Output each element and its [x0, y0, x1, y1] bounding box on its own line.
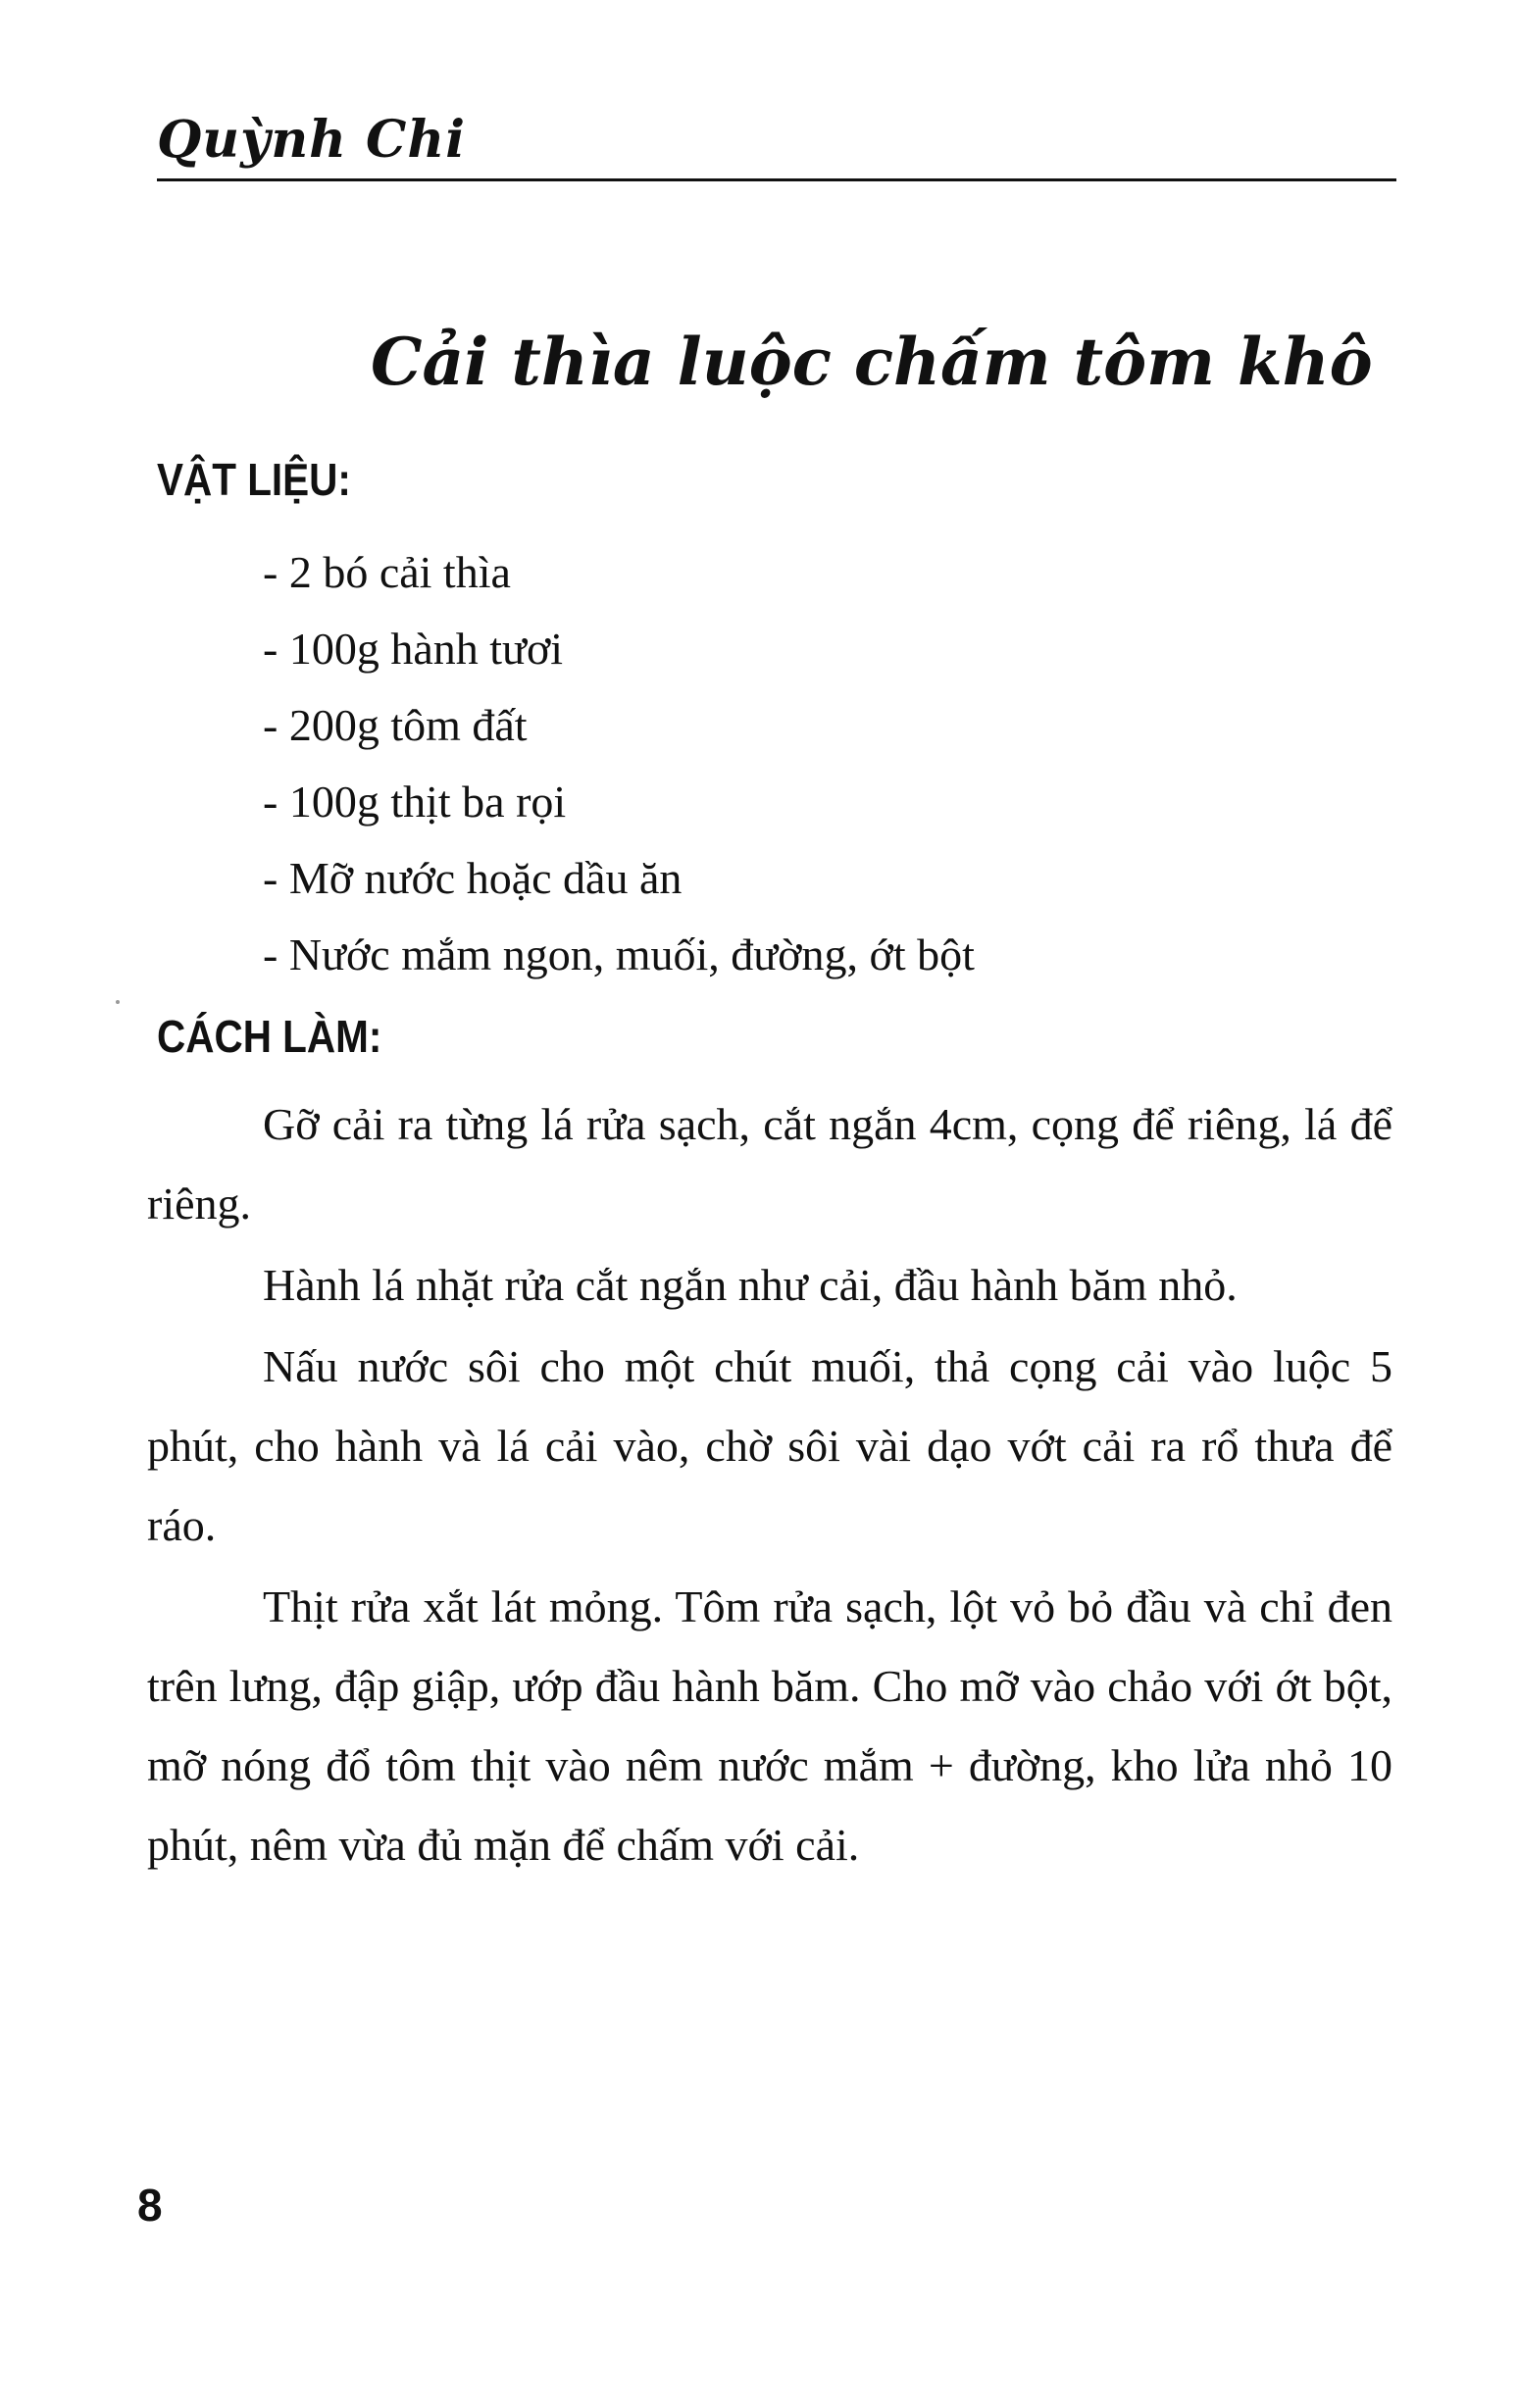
ingredient-item: - 100g hành tươi: [263, 624, 564, 674]
method-step: Nấu nước sôi cho một chút muối, thả cọng cải vào luộc 5 phút, cho hành và lá cải vào, chờ sôi vài dạo vớt cải ra rổ thưa để ráo.: [147, 1341, 1392, 1550]
recipe-title: Cải thìa luộc chấm tôm khô: [371, 324, 1373, 400]
materials-heading: VẬT LIỆU:: [157, 454, 351, 505]
ingredient-item: - 100g thịt ba rọi: [263, 777, 567, 827]
ingredients-list: [263, 534, 975, 993]
ingredient-item: - Nước mắm ngon, muối, đường, ớt bột: [263, 929, 975, 979]
method-step: Gỡ cải ra từng lá rửa sạch, cắt ngắn 4cm, cọng để riêng, lá để riêng.: [147, 1099, 1392, 1229]
method-step: Thịt rửa xắt lát mỏng. Tôm rửa sạch, lột vỏ bỏ đầu và chỉ đen trên lưng, đập giập, ướp đầu hành băm. Cho mỡ vào chảo với ớt bột, mỡ nóng đổ tôm thịt vào nêm nước mắm + đường, kho lửa nhỏ 10 phút, nêm vừa đủ mặn để chấm với cải.: [147, 1581, 1392, 1870]
header-rule: [157, 178, 1396, 181]
page-number: 8: [137, 2180, 163, 2231]
method-heading: CÁCH LÀM:: [157, 1011, 382, 1062]
method-steps: [147, 1084, 1392, 1886]
print-speck: [116, 1000, 120, 1004]
ingredient-item: - Mỡ nước hoặc dầu ăn: [263, 853, 683, 903]
running-header-author: Quỳnh Chi: [157, 110, 466, 170]
ingredient-item: - 2 bó cải thìa: [263, 547, 511, 597]
ingredient-item: - 200g tôm đất: [263, 700, 528, 750]
method-step: Hành lá nhặt rửa cắt ngắn như cải, đầu hành băm nhỏ.: [263, 1260, 1238, 1310]
